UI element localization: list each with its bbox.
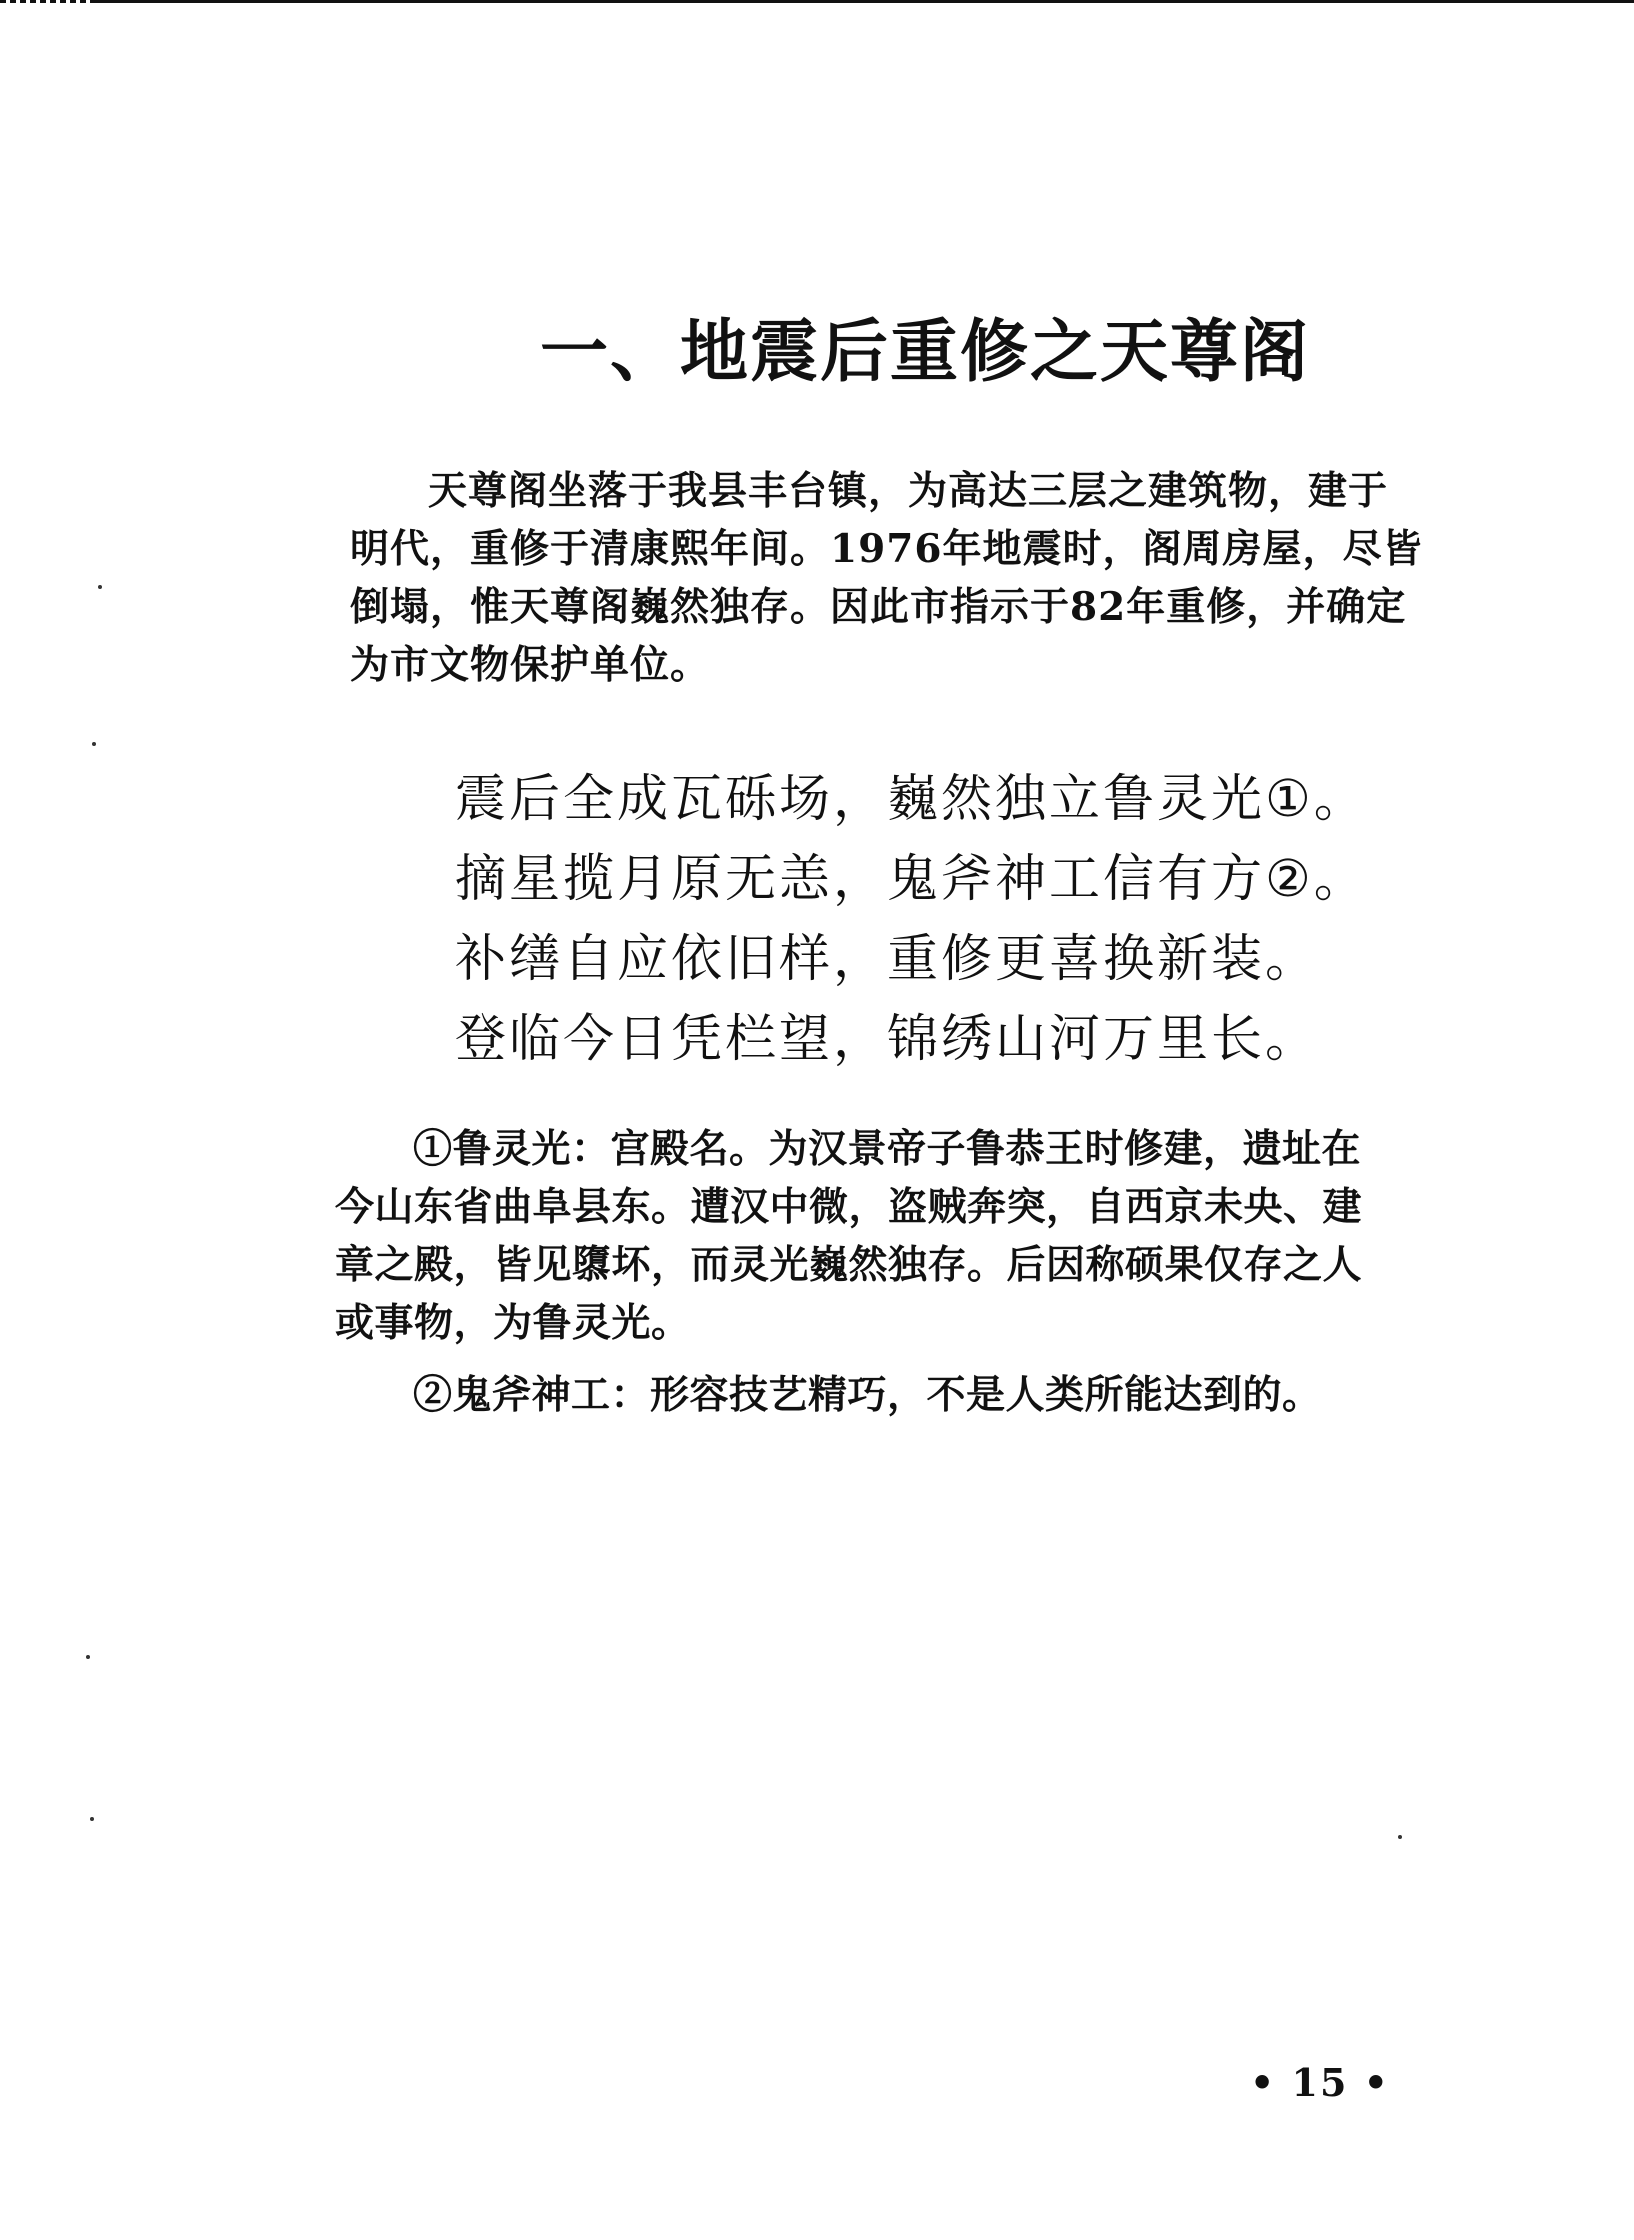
scan-speck xyxy=(92,742,96,746)
scan-speck xyxy=(90,1817,94,1821)
top-rule xyxy=(0,0,1634,3)
footnote-line: ②鬼斧神工：形容技艺精巧，不是人类所能达到的。 xyxy=(413,1372,1322,1418)
intro-line: 为市文物保护单位。 xyxy=(350,642,711,688)
poem-line: 摘星揽月原无恙，鬼斧神工信有方②。 xyxy=(455,850,1368,909)
poem-line: 补缮自应依旧样，重修更喜换新装。 xyxy=(455,930,1320,989)
poem-line: 登临今日凭栏望，锦绣山河万里长。 xyxy=(455,1010,1320,1069)
intro-line: 倒塌，惟天尊阁巍然独存。因此市指示于82年重修，并确定 xyxy=(350,584,1407,630)
poem xyxy=(455,760,1368,1080)
footnote-1 xyxy=(335,1120,1455,1352)
scan-speck xyxy=(1398,1835,1402,1839)
scan-speck xyxy=(86,1655,90,1659)
footnote-line: 或事物，为鲁灵光。 xyxy=(335,1300,691,1346)
footnote-line: 今山东省曲阜县东。遭汉中微，盗贼奔突，自西京未央、建 xyxy=(335,1184,1363,1230)
page-number: • 15 • xyxy=(1250,2060,1390,2105)
footnote-line: ①鲁灵光：宫殿名。为汉景帝子鲁恭王时修建，遗址在 xyxy=(413,1126,1362,1172)
page-title: 一、地震后重修之天尊阁 xyxy=(540,312,1311,392)
footnote-2 xyxy=(335,1366,1455,1424)
footnotes xyxy=(335,1120,1455,1424)
intro-line: 天尊阁坐落于我县丰台镇，为高达三层之建筑物，建于 xyxy=(428,468,1389,514)
footnote-line: 章之殿，皆见隳坏，而灵光巍然独存。后因称硕果仅存之人 xyxy=(335,1242,1363,1288)
scan-speck xyxy=(98,585,102,589)
top-rule-dash xyxy=(0,0,95,3)
poem-line: 震后全成瓦砾场，巍然独立鲁灵光①。 xyxy=(455,770,1368,829)
intro-paragraph xyxy=(350,462,1480,694)
intro-line: 明代，重修于清康熙年间。1976年地震时，阁周房屋，尽皆 xyxy=(350,526,1423,572)
